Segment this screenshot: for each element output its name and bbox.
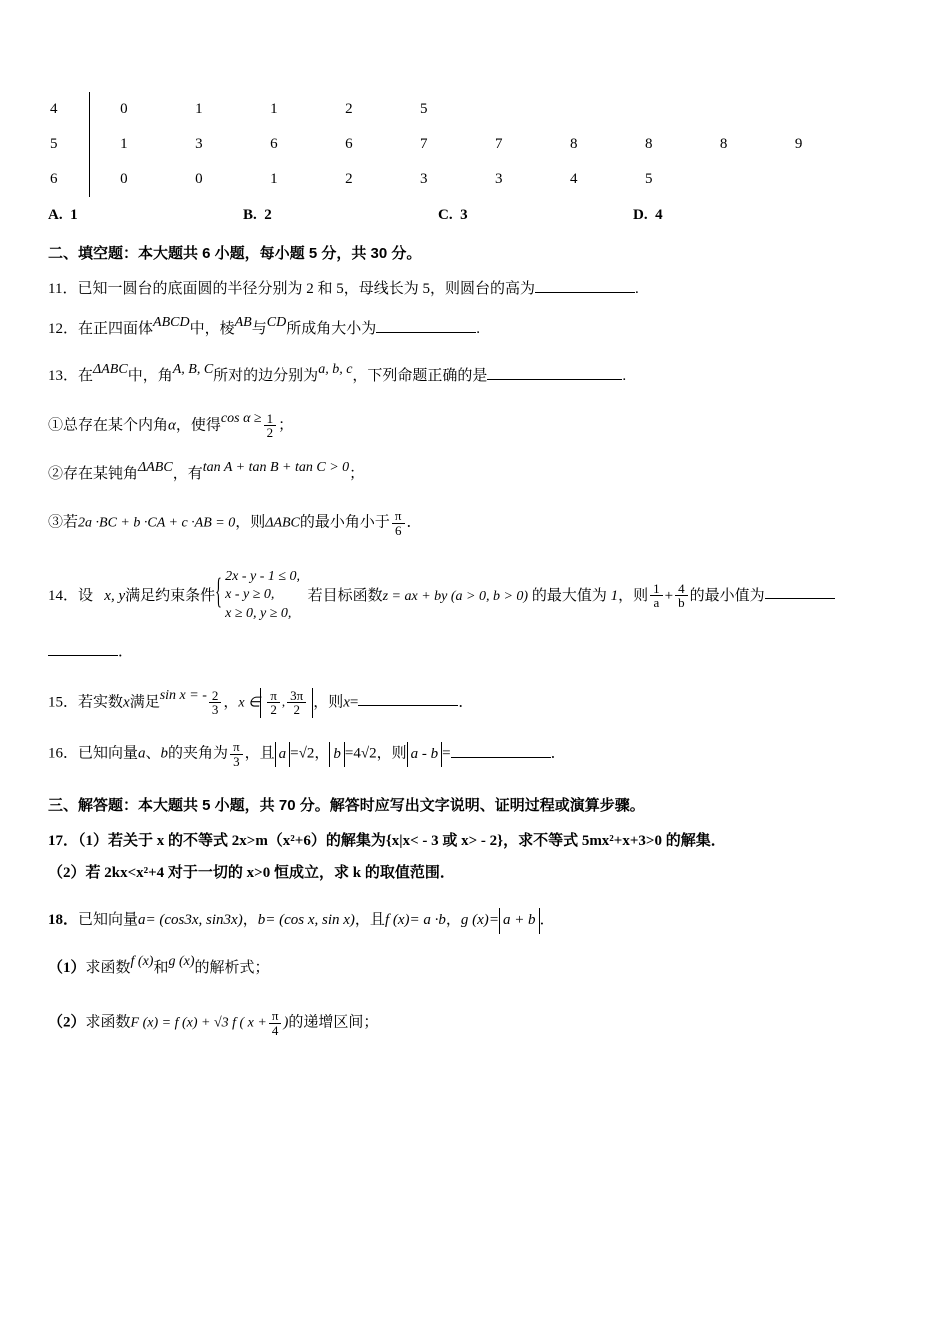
fraction-numerator: π	[271, 1008, 279, 1024]
leaf-cell: 8	[644, 136, 653, 152]
sides-label: a, b, c	[318, 362, 353, 377]
leaf-cell: 5	[420, 101, 428, 117]
alpha-symbol: α	[168, 417, 176, 434]
sub-1-marker: （1）	[48, 959, 86, 976]
constraint-3: x ≥ 0, y ≥ 0,	[225, 606, 292, 622]
equals-sign: =	[442, 745, 451, 762]
comma: ，	[242, 912, 258, 929]
variable-x: x	[343, 694, 350, 711]
choice-a-label: A.	[48, 207, 63, 223]
blank-answer[interactable]	[535, 292, 635, 293]
blank-answer[interactable]	[358, 705, 458, 706]
fraction-denominator: 2	[287, 702, 306, 717]
question-14-text-d: 的最大值为	[531, 587, 607, 604]
item-3-tail: ．	[406, 514, 422, 531]
fraction-denominator: 2	[264, 425, 277, 440]
table-row	[48, 127, 848, 162]
fraction-one-half	[264, 412, 277, 440]
item-3-text-a: 若	[63, 514, 79, 531]
fraction-numerator: π	[270, 687, 277, 703]
question-18-tail: ．	[539, 912, 555, 929]
edge-cd-label: CD	[266, 314, 287, 330]
edge-ab-label: AB	[234, 314, 252, 330]
question-13-number: 13．	[48, 368, 79, 384]
question-12-number: 12．	[48, 320, 79, 337]
choice-d-label: D.	[633, 207, 648, 223]
item-1-text-a: 总存在某个内角	[63, 417, 169, 434]
fraction-denominator: 4	[269, 1023, 282, 1038]
leaf-cell: 3	[495, 171, 503, 187]
leaf-cell: 1	[270, 101, 278, 117]
question-13-text-b: 中，角	[127, 368, 173, 384]
max-value: 1	[610, 587, 619, 604]
sin-equation: sin x = -	[159, 688, 207, 704]
leaf-cell-empty	[623, 92, 698, 127]
leaf-cell: 3	[420, 171, 428, 187]
function-g: g (x)	[460, 912, 489, 929]
leaf-cell: 1	[195, 101, 203, 117]
question-13-text-d: ，下列命题正确的是	[352, 368, 488, 384]
vector-b: b	[257, 912, 266, 929]
question-12-text-a: 在正四面体	[78, 320, 154, 337]
constraint-1: { 2x - y - 1 ≤ 0,	[225, 568, 301, 584]
question-17-number: 17．	[48, 833, 79, 850]
leaf-cell-empty	[698, 92, 773, 127]
question-15-tail: ．	[458, 694, 474, 711]
leaf-cell: 4	[569, 171, 578, 187]
sub-1-text-b: 和	[153, 959, 169, 976]
cos-alpha-expr: cos α ≥	[220, 411, 262, 427]
choice-c[interactable]	[438, 207, 633, 224]
question-14-text-e: ，则	[618, 587, 649, 604]
sub-2-text-a: 求函数	[85, 1014, 131, 1031]
leaf-cell: 5	[644, 171, 653, 187]
fraction-pi-six	[392, 509, 405, 537]
item-1-text-b: ，使得	[175, 417, 221, 434]
leaf-cell-empty	[548, 92, 623, 127]
function-F-expr-left: F (x) = f (x) + √3 f ( x +	[130, 1015, 267, 1031]
fraction-numerator: π	[233, 739, 240, 755]
question-14	[48, 568, 908, 625]
question-13-text-a: 在	[78, 368, 94, 384]
function-f-definition: = a ·b	[409, 912, 446, 929]
leaf-cell: 2	[345, 101, 353, 117]
leaf-cell-empty	[698, 162, 773, 197]
fraction-pi-two	[267, 689, 280, 717]
comma: ，	[223, 694, 239, 711]
magnitude-b: b	[329, 742, 345, 768]
choice-b[interactable]	[243, 207, 438, 224]
fraction-three-pi-two	[287, 689, 306, 717]
blank-answer[interactable]	[48, 655, 118, 656]
choice-d-value: 4	[655, 207, 663, 223]
leaf-cell: 6	[345, 136, 353, 152]
leaf-cell: 6	[270, 136, 278, 152]
document-content	[48, 92, 908, 1038]
blank-answer[interactable]	[487, 379, 622, 380]
fraction-denominator: 3	[230, 754, 243, 769]
triangle-abc-label: ΔABC	[138, 459, 173, 475]
question-16-text-d: ，则	[376, 745, 407, 762]
leaf-cell: 0	[120, 171, 128, 187]
equals-sign: =	[344, 745, 354, 762]
question-11-text: 已知一圆台的底面圆的半径分别为 2 和 5，母线长为 5，则圆台的高为	[77, 281, 535, 297]
leaf-cell-empty	[773, 162, 848, 197]
leaf-cell: 7	[420, 136, 428, 152]
question-18-text-b: ，且	[354, 912, 385, 929]
item-3-text-b: ，则	[235, 514, 266, 531]
value-root2: √2	[298, 745, 315, 762]
constraint-2: x - y ≥ 0,	[225, 587, 275, 603]
equals-sign: =	[349, 694, 359, 711]
variable-x: x	[123, 694, 130, 711]
value-4root2: 4√2	[353, 745, 377, 762]
question-15-number: 15．	[48, 694, 79, 711]
stem-cell: 5	[48, 127, 90, 162]
vector-b-definition: = (cos x, sin x)	[265, 912, 355, 929]
variables-label: x, y	[104, 587, 126, 604]
leaf-cell: 8	[569, 136, 578, 152]
fraction-numerator: π	[394, 508, 402, 524]
question-11-number: 11．	[48, 281, 78, 297]
question-15	[48, 688, 908, 718]
question-14-text-b: 满足约束条件	[125, 587, 216, 604]
fraction-numerator: 1	[266, 410, 274, 426]
interval-bracket: $\frac{\pi}{2}$ , $\frac{3\pi}{2}$	[260, 688, 313, 718]
vector-a: a	[138, 912, 146, 929]
sub-1-text-c: 的解析式；	[194, 959, 270, 976]
leaf-cell-empty	[773, 92, 848, 127]
comma: ，	[314, 745, 330, 762]
fraction-one-over-a	[650, 582, 663, 610]
table-row	[48, 162, 848, 197]
question-18-text-a: 已知向量	[78, 912, 139, 929]
question-11: 11．已知一圆台的底面圆的半径分别为 2 和 5，母线长为 5，则圆台的高为 .	[48, 281, 639, 297]
item-1-tail: ；	[278, 417, 294, 434]
magnitude-a-minus-b: a - b	[407, 742, 443, 768]
question-16-number: 16．	[48, 745, 79, 762]
fraction-denominator: b	[675, 595, 688, 610]
blank-answer[interactable]	[376, 332, 476, 333]
triangle-abc-label: ΔABC	[93, 362, 128, 377]
question-16-tail: ．	[550, 745, 566, 762]
fraction-numerator: 3π	[290, 687, 304, 703]
fraction-two-thirds	[209, 689, 222, 717]
choice-d[interactable]	[633, 207, 828, 224]
question-17-part-2: （2）若 2kx<x²+4 对于一切的 x>0 恒成立，求 k 的取值范围．	[48, 864, 455, 881]
fraction-denominator: 3	[209, 702, 222, 717]
stem-and-leaf-table	[48, 92, 848, 197]
question-13: 13．在ΔABC中，角A, B, C所对的边分别为a, b, c，下列命题正确的是 .	[48, 364, 908, 390]
fraction-pi-four	[269, 1009, 282, 1037]
equals-sign: =	[488, 912, 499, 929]
item-3-text-c: 的最小角小于	[299, 514, 390, 531]
leaf-cell: 1	[270, 171, 278, 187]
choice-b-label: B.	[243, 207, 257, 223]
question-13-item-2	[48, 459, 908, 488]
constraint-system	[215, 568, 300, 625]
leaf-cell: 1	[120, 136, 128, 152]
magnitude-a-plus-b: a + b	[499, 908, 540, 934]
question-16-text-b: 的夹角为	[168, 745, 229, 762]
leaf-cell: 7	[495, 136, 503, 152]
function-F-expr-right: )	[283, 1014, 289, 1031]
comma: 、	[145, 745, 161, 762]
sub-2-text-b: 的递增区间；	[288, 1014, 379, 1031]
choice-c-label: C.	[438, 207, 453, 223]
leaf-cell-empty	[473, 92, 548, 127]
question-15-text-a: 若实数	[78, 694, 124, 711]
angles-label: A, B, C	[172, 362, 214, 377]
objective-function: z = ax + by (a > 0, b > 0)	[382, 588, 529, 604]
fraction-denominator: 2	[267, 702, 280, 717]
fraction-numerator: 2	[211, 687, 219, 703]
comma: ，	[445, 912, 461, 929]
item-2-tail: ；	[349, 465, 365, 482]
section-three-title: 三、解答题：本大题共 5 小题，共 70 分。解答时应写出文字说明、证明过程或演算步骤。	[48, 797, 645, 815]
vector-equation: 2a ·BC + b ·CA + c ·AB = 0	[78, 515, 236, 531]
item-3-marker: ③	[48, 514, 64, 531]
question-14-number: 14．	[48, 587, 79, 604]
question-17-part2-line	[48, 861, 908, 887]
item-1-marker: ①	[48, 417, 64, 434]
choice-b-value: 2	[264, 207, 272, 223]
fraction-four-over-b	[675, 582, 688, 610]
tan-sum-expr: tan A + tan B + tan C > 0	[202, 459, 350, 475]
leaf-cell: 2	[345, 171, 353, 187]
fraction-denominator: 6	[392, 523, 405, 538]
plus-sign: +	[664, 587, 674, 604]
question-18	[48, 908, 908, 934]
section-two-title: 二、填空题：本大题共 6 小题，每小题 5 分，共 30 分。	[48, 245, 422, 262]
function-f: f (x)	[130, 953, 154, 969]
question-15-text-c: ，则	[313, 694, 344, 711]
question-18-sub-1	[48, 953, 908, 982]
question-14-text-a: 设	[78, 587, 94, 604]
question-13-text-c: 所对的边分别为	[213, 368, 319, 384]
leaf-cell: 9	[794, 136, 803, 152]
membership-expr: x ∈	[238, 695, 261, 711]
question-14-text-c: 若目标函数	[307, 587, 383, 604]
choice-a-value: 1	[70, 207, 78, 223]
fraction-numerator: 4	[678, 580, 685, 596]
question-12-text-d: 所成角大小为	[286, 320, 377, 337]
blank-answer[interactable]	[451, 757, 551, 758]
choice-c-value: 3	[460, 207, 468, 223]
blank-answer[interactable]	[765, 598, 835, 599]
fraction-pi-three	[230, 740, 243, 768]
vector-a: a	[138, 745, 146, 762]
leaf-cell: 0	[120, 101, 128, 117]
question-14-text-f: 的最小值为	[689, 587, 765, 604]
leaf-cell: 0	[195, 171, 203, 187]
table-row	[48, 92, 848, 127]
function-f: f (x)	[384, 912, 410, 929]
vector-a-definition: = (cos3x, sin3x)	[145, 912, 243, 929]
question-16	[48, 740, 908, 768]
stem-cell: 4	[48, 92, 90, 127]
question-13-item-3	[48, 509, 908, 537]
function-g: g (x)	[168, 953, 195, 969]
leaf-cell: 8	[719, 136, 728, 152]
vector-b: b	[160, 745, 169, 762]
tetrahedron-label: ABCD	[153, 314, 190, 330]
fraction-denominator: a	[650, 595, 663, 610]
question-17	[48, 829, 908, 855]
leaf-cell: 3	[195, 136, 203, 152]
question-16-text-c: ，且	[244, 745, 275, 762]
question-18-number: 18．	[48, 912, 79, 929]
question-15-text-b: 满足	[129, 694, 160, 711]
question-14-continuation	[48, 640, 908, 666]
fraction-numerator: 1	[653, 580, 660, 596]
sub-1-text-a: 求函数	[85, 959, 131, 976]
question-16-text-a: 已知向量	[78, 745, 139, 762]
item-2-marker: ②	[48, 465, 64, 482]
choice-a[interactable]	[48, 207, 243, 224]
answer-choices	[48, 207, 908, 224]
question-13-item-1	[48, 412, 908, 440]
triangle-abc-label: ΔABC	[265, 515, 300, 531]
magnitude-a: a	[275, 742, 291, 768]
sub-2-marker: （2）	[48, 1014, 86, 1031]
question-12-text-c: 与	[251, 320, 267, 337]
equals-sign: =	[290, 745, 299, 762]
question-14-tail: ．	[118, 644, 134, 661]
item-2-text-b: ，有	[172, 465, 203, 482]
item-2-text-a: 存在某钝角	[63, 465, 139, 482]
question-18-sub-2	[48, 1009, 908, 1037]
question-12: 12．在正四面体ABCD中，棱AB与CD所成角大小为 .	[48, 317, 908, 343]
question-12-text-b: 中，棱	[189, 320, 235, 337]
question-17-part-1: （1）若关于 x 的不等式 2x>m（x²+6）的解集为{x|x< - 3 或 x> - 2}，求不等式 5mx²+x+3>0 的解集．	[78, 833, 726, 850]
stem-cell: 6	[48, 162, 90, 197]
